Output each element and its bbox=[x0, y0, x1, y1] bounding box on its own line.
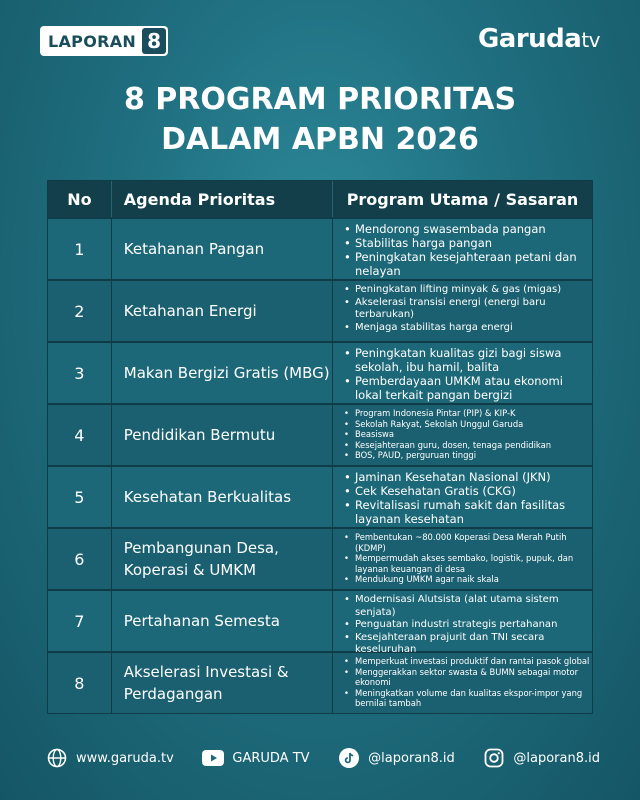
program-item: • BOS, PAUD, perguruan tinggi bbox=[341, 450, 592, 461]
row-number: 7 bbox=[48, 591, 112, 651]
program-item: • Peningkatan kesejahteraan petani dan nelayan bbox=[341, 250, 592, 278]
table-row bbox=[48, 589, 592, 655]
program-item: • Akselerasi transisi energi (energi baru terbarukan) bbox=[341, 297, 592, 322]
footer-website[interactable] bbox=[46, 747, 174, 769]
row-programs bbox=[333, 467, 592, 527]
header-program: Program Utama / Sasaran bbox=[346, 189, 579, 209]
program-item: • Revitalisasi rumah sakit dan fasilitas layanan kesehatan bbox=[341, 498, 592, 526]
row-number: 3 bbox=[48, 343, 112, 403]
row-programs bbox=[333, 219, 592, 279]
program-item: • Meningkatkan volume dan kualitas ekspor-impor yang bernilai tambah bbox=[341, 688, 592, 709]
program-item: • Pembentukan ~80.000 Koperasi Desa Merah Putih (KDMP) bbox=[341, 532, 592, 553]
footer-tiktok[interactable] bbox=[338, 747, 455, 769]
program-item: • Peningkatan kualitas gizi bagi siswa sekolah, ibu hamil, balita bbox=[341, 346, 592, 374]
table-row bbox=[48, 651, 592, 713]
row-programs bbox=[333, 591, 592, 655]
program-item: • Mendorong swasembada pangan bbox=[341, 222, 592, 236]
program-item: • Penguatan industri strategis pertahanan bbox=[341, 619, 592, 632]
row-programs bbox=[333, 405, 592, 465]
row-agenda: Pertahanan Semesta bbox=[112, 591, 333, 651]
header-no: No bbox=[48, 181, 112, 217]
program-item: • Peningkatan lifting minyak & gas (migas) bbox=[341, 284, 592, 297]
garudatv-logo bbox=[478, 24, 600, 54]
program-item: • Sekolah Rakyat, Sekolah Unggul Garuda bbox=[341, 419, 592, 430]
row-number: 1 bbox=[48, 219, 112, 279]
footer-instagram[interactable] bbox=[483, 747, 600, 769]
instagram-text: @laporan8.id bbox=[513, 750, 600, 766]
table-row bbox=[48, 527, 592, 589]
program-item: • Menggerakkan sektor swasta & BUMN sebagai motor ekonomi bbox=[341, 667, 592, 688]
program-item: • Jaminan Kesehatan Nasional (JKN) bbox=[341, 470, 592, 484]
instagram-icon bbox=[483, 747, 505, 769]
row-agenda: Kesehatan Berkualitas bbox=[112, 467, 333, 527]
title-line-2: DALAM APBN 2026 bbox=[161, 122, 479, 157]
logo-tv: tv bbox=[581, 28, 600, 52]
website-text: www.garuda.tv bbox=[76, 750, 174, 766]
youtube-icon bbox=[202, 747, 224, 769]
title-line-1: 8 PROGRAM PRIORITAS bbox=[123, 82, 517, 117]
footer-youtube[interactable] bbox=[202, 747, 309, 769]
program-item: • Menjaga stabilitas harga energi bbox=[341, 322, 592, 335]
row-programs bbox=[333, 529, 592, 589]
tiktok-text: @laporan8.id bbox=[368, 750, 455, 766]
program-item: • Mendukung UMKM agar naik skala bbox=[341, 574, 592, 585]
globe-icon bbox=[46, 747, 68, 769]
program-item: • Memperkuat investasi produktif dan rantai pasok global bbox=[341, 656, 592, 667]
tiktok-icon bbox=[338, 747, 360, 769]
table-row bbox=[48, 279, 592, 341]
row-programs bbox=[333, 343, 592, 403]
logo-garuda: Garuda bbox=[477, 24, 582, 54]
logo-word: LAPORAN bbox=[48, 31, 137, 51]
row-number: 4 bbox=[48, 405, 112, 465]
program-item: • Mempermudah akses sembako, logistik, pupuk, dan layanan keuangan di desa bbox=[341, 553, 592, 574]
program-item: • Kesejahteraan guru, dosen, tenaga pendidikan bbox=[341, 440, 592, 451]
row-programs bbox=[333, 653, 592, 713]
table-row bbox=[48, 341, 592, 403]
footer bbox=[46, 744, 600, 772]
row-number: 5 bbox=[48, 467, 112, 527]
page-title bbox=[0, 80, 640, 160]
priority-table bbox=[47, 180, 593, 714]
program-item: • Kesejahteraan prajurit dan TNI secara keseluruhan bbox=[341, 632, 592, 657]
row-number: 8 bbox=[48, 653, 112, 713]
row-agenda: Pembangunan Desa, Koperasi & UMKM bbox=[112, 529, 333, 589]
header-agenda: Agenda Prioritas bbox=[112, 181, 333, 217]
laporan8-logo bbox=[40, 26, 168, 56]
table-header bbox=[48, 181, 592, 217]
row-agenda: Akselerasi Investasi & Perdagangan bbox=[112, 653, 333, 713]
program-item: • Cek Kesehatan Gratis (CKG) bbox=[341, 484, 592, 498]
logo-number: 8 bbox=[142, 28, 166, 54]
row-number: 2 bbox=[48, 281, 112, 341]
program-item: • Beasiswa bbox=[341, 429, 592, 440]
program-item: • Pemberdayaan UMKM atau ekonomi lokal terkait pangan bergizi bbox=[341, 374, 592, 402]
program-item: • Stabilitas harga pangan bbox=[341, 236, 592, 250]
row-agenda: Makan Bergizi Gratis (MBG) bbox=[112, 343, 333, 403]
table-row bbox=[48, 465, 592, 527]
row-agenda: Ketahanan Energi bbox=[112, 281, 333, 341]
row-number: 6 bbox=[48, 529, 112, 589]
row-agenda: Ketahanan Pangan bbox=[112, 219, 333, 279]
table-row bbox=[48, 403, 592, 465]
youtube-text: GARUDA TV bbox=[232, 750, 310, 766]
program-item: • Modernisasi Alutsista (alat utama sistem senjata) bbox=[341, 594, 592, 619]
row-agenda: Pendidikan Bermutu bbox=[112, 405, 333, 465]
program-item: • Program Indonesia Pintar (PIP) & KIP-K bbox=[341, 408, 592, 419]
table-row bbox=[48, 217, 592, 279]
row-programs bbox=[333, 281, 592, 341]
